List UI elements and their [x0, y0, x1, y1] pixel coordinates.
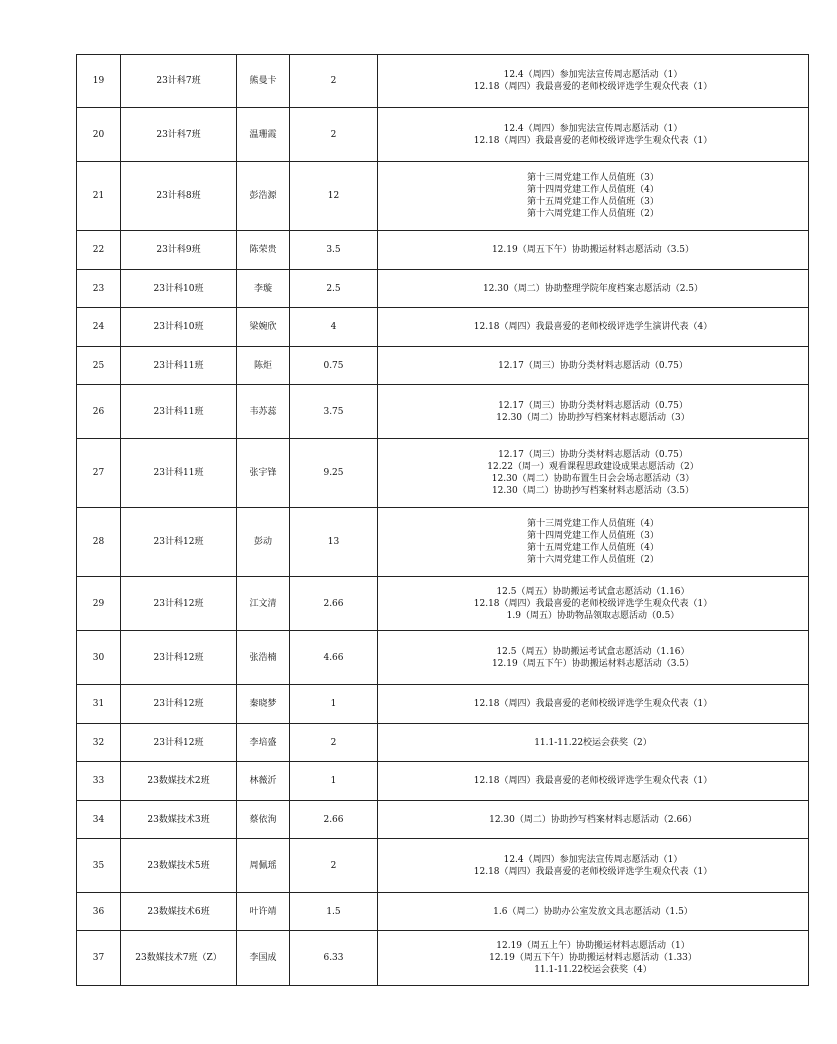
- class-cell: 23计科7班: [121, 55, 237, 108]
- activities-cell: [378, 347, 809, 385]
- class-cell: 23数媒技术6班: [121, 893, 237, 931]
- activity-line: 12.18（周四）我最喜爱的老师校级评选学生观众代表（1）: [473, 776, 713, 786]
- hours-cell: 0.75: [290, 347, 378, 385]
- activity-line: 第十三周党建工作人员值班（3）: [527, 173, 659, 183]
- hours-cell: 2: [290, 839, 378, 893]
- student-name-cell: 张宇锋: [237, 439, 290, 508]
- activities-cell: [378, 385, 809, 439]
- hours-cell: 13: [290, 508, 378, 577]
- table-row: [77, 685, 809, 724]
- student-name-cell: 熊曼卡: [237, 55, 290, 108]
- student-name-cell: 陈荣贵: [237, 231, 290, 270]
- activities-cell: [378, 439, 809, 508]
- student-name-cell: 陈炬: [237, 347, 290, 385]
- student-name-cell: 江文清: [237, 577, 290, 631]
- table-row: [77, 724, 809, 762]
- class-cell: 23计科12班: [121, 724, 237, 762]
- row-number-cell: 25: [77, 347, 121, 385]
- table-row: [77, 55, 809, 108]
- activities-cell: [378, 631, 809, 685]
- student-name-cell: 蔡依洵: [237, 801, 290, 839]
- table-body: [77, 55, 809, 986]
- activity-line: 12.17（周三）协助分类材料志愿活动（0.75）: [498, 400, 688, 411]
- class-cell: 23数媒技术5班: [121, 839, 237, 893]
- activity-line: 12.5（周五）协助搬运考试盒志愿活动（1.16）: [496, 646, 690, 657]
- row-number-cell: 26: [77, 385, 121, 439]
- row-number-cell: 31: [77, 685, 121, 724]
- class-cell: 23计科7班: [121, 108, 237, 162]
- table-row: [77, 231, 809, 270]
- activities-cell: [378, 685, 809, 724]
- activity-line: 1.6（周二）协助办公室发放文具志愿活动（1.5）: [493, 906, 693, 917]
- hours-cell: 1.5: [290, 893, 378, 931]
- student-name-cell: 李培盛: [237, 724, 290, 762]
- table-row: [77, 385, 809, 439]
- student-name-cell: 叶许靖: [237, 893, 290, 931]
- row-number-cell: 34: [77, 801, 121, 839]
- table-row: [77, 762, 809, 801]
- row-number-cell: 30: [77, 631, 121, 685]
- hours-cell: 2.66: [290, 577, 378, 631]
- activity-line: 12.18（周四）我最喜爱的老师校级评选学生观众代表（1）: [473, 598, 713, 609]
- hours-cell: 2.66: [290, 801, 378, 839]
- activity-line: 12.30（周二）协助抄写档案材料志愿活动（3.5）: [491, 486, 695, 496]
- table-row: [77, 631, 809, 685]
- activities-cell: [378, 231, 809, 270]
- activity-line: 第十四周党建工作人员值班（4）: [527, 185, 659, 195]
- activities-cell: [378, 162, 809, 231]
- class-cell: 23数媒技术7班（Z）: [121, 931, 237, 986]
- activity-line: 12.4（周四）参加宪法宣传周志愿活动（1）: [503, 854, 683, 865]
- activity-line: 第十五周党建工作人员值班（4）: [527, 543, 659, 553]
- activity-line: 12.19（周五下午）协助搬运材料志愿活动（3.5）: [491, 245, 695, 255]
- activity-line: 12.19（周五上午）协助搬运材料志愿活动（1）: [496, 941, 690, 951]
- activity-line: 12.30（周二）协助布置生日会会场志愿活动（3）: [491, 474, 695, 484]
- row-number-cell: 35: [77, 839, 121, 893]
- activity-line: 12.17（周三）协助分类材料志愿活动（0.75）: [498, 450, 688, 460]
- activity-line: 11.1-11.22校运会获奖（4）: [534, 965, 652, 975]
- student-name-cell: 李璇: [237, 270, 290, 308]
- activities-cell: [378, 724, 809, 762]
- activities-cell: [378, 308, 809, 347]
- activities-cell: [378, 508, 809, 577]
- table-row: [77, 577, 809, 631]
- hours-cell: 4: [290, 308, 378, 347]
- student-name-cell: 秦晓梦: [237, 685, 290, 724]
- student-name-cell: 彭浩源: [237, 162, 290, 231]
- class-cell: 23计科12班: [121, 685, 237, 724]
- table-row: [77, 439, 809, 508]
- activity-line: 12.4（周四）参加宪法宣传周志愿活动（1）: [503, 123, 683, 134]
- class-cell: 23计科11班: [121, 385, 237, 439]
- activity-line: 12.19（周五下午）协助搬运材料志愿活动（3.5）: [491, 658, 695, 669]
- activity-line: 12.30（周二）协助整理学院年度档案志愿活动（2.5）: [482, 283, 704, 294]
- class-cell: 23计科11班: [121, 439, 237, 508]
- hours-cell: 2: [290, 108, 378, 162]
- table-row: [77, 108, 809, 162]
- activities-cell: [378, 55, 809, 108]
- activities-cell: [378, 893, 809, 931]
- activity-line: 12.18（周四）我最喜爱的老师校级评选学生观众代表（1）: [473, 135, 713, 146]
- hours-cell: 9.25: [290, 439, 378, 508]
- student-name-cell: 梁婉欣: [237, 308, 290, 347]
- table-row: [77, 801, 809, 839]
- activity-line: 12.19（周五下午）协助搬运材料志愿活动（1.33）: [489, 953, 697, 963]
- activities-cell: [378, 270, 809, 308]
- table-row: [77, 347, 809, 385]
- activity-line: 12.30（周二）协助抄写档案材料志愿活动（2.66）: [489, 814, 697, 825]
- activities-cell: [378, 762, 809, 801]
- row-number-cell: 23: [77, 270, 121, 308]
- activities-cell: [378, 801, 809, 839]
- activity-line: 12.30（周二）协助抄写档案材料志愿活动（3）: [496, 412, 690, 423]
- activities-cell: [378, 108, 809, 162]
- volunteer-hours-table: [76, 54, 809, 986]
- hours-cell: 2: [290, 724, 378, 762]
- hours-cell: 3.75: [290, 385, 378, 439]
- activity-line: 第十五周党建工作人员值班（3）: [527, 197, 659, 207]
- row-number-cell: 33: [77, 762, 121, 801]
- student-name-cell: 温珊霞: [237, 108, 290, 162]
- table-row: [77, 308, 809, 347]
- class-cell: 23计科11班: [121, 347, 237, 385]
- table-row: [77, 893, 809, 931]
- row-number-cell: 29: [77, 577, 121, 631]
- table-row: [77, 508, 809, 577]
- activity-line: 1.9（周五）协助物品领取志愿活动（0.5）: [506, 610, 680, 621]
- activity-line: 12.4（周四）参加宪法宣传周志愿活动（1）: [503, 70, 683, 80]
- class-cell: 23计科8班: [121, 162, 237, 231]
- row-number-cell: 32: [77, 724, 121, 762]
- class-cell: 23数媒技术3班: [121, 801, 237, 839]
- student-name-cell: 周佩瑶: [237, 839, 290, 893]
- activity-line: 12.17（周三）协助分类材料志愿活动（0.75）: [498, 360, 688, 371]
- activity-line: 第十四周党建工作人员值班（3）: [527, 531, 659, 541]
- hours-cell: 1: [290, 685, 378, 724]
- activity-line: 12.18（周四）我最喜爱的老师校级评选学生观众代表（1）: [473, 866, 713, 877]
- table-row: [77, 270, 809, 308]
- table-row: [77, 931, 809, 986]
- class-cell: 23数媒技术2班: [121, 762, 237, 801]
- class-cell: 23计科12班: [121, 577, 237, 631]
- hours-cell: 2.5: [290, 270, 378, 308]
- hours-cell: 2: [290, 55, 378, 108]
- activity-line: 第十六周党建工作人员值班（2）: [527, 555, 659, 565]
- row-number-cell: 19: [77, 55, 121, 108]
- student-name-cell: 张浩楠: [237, 631, 290, 685]
- row-number-cell: 20: [77, 108, 121, 162]
- activity-line: 12.18（周四）我最喜爱的老师校级评选学生演讲代表（4）: [473, 322, 713, 332]
- activities-cell: [378, 577, 809, 631]
- student-name-cell: 林薇沂: [237, 762, 290, 801]
- student-name-cell: 李国成: [237, 931, 290, 986]
- class-cell: 23计科9班: [121, 231, 237, 270]
- student-name-cell: 彭动: [237, 508, 290, 577]
- class-cell: 23计科12班: [121, 508, 237, 577]
- row-number-cell: 22: [77, 231, 121, 270]
- row-number-cell: 24: [77, 308, 121, 347]
- activity-line: 12.18（周四）我最喜爱的老师校级评选学生观众代表（1）: [473, 82, 713, 92]
- row-number-cell: 28: [77, 508, 121, 577]
- row-number-cell: 21: [77, 162, 121, 231]
- row-number-cell: 27: [77, 439, 121, 508]
- hours-cell: 12: [290, 162, 378, 231]
- activity-line: 11.1-11.22校运会获奖（2）: [534, 737, 652, 748]
- activity-line: 12.5（周五）协助搬运考试盒志愿活动（1.16）: [496, 586, 690, 597]
- activity-line: 12.22（周一）观看课程思政建设成果志愿活动（2）: [487, 462, 699, 472]
- activities-cell: [378, 931, 809, 986]
- class-cell: 23计科10班: [121, 308, 237, 347]
- row-number-cell: 37: [77, 931, 121, 986]
- class-cell: 23计科10班: [121, 270, 237, 308]
- table-row: [77, 162, 809, 231]
- activities-cell: [378, 839, 809, 893]
- table-row: [77, 839, 809, 893]
- hours-cell: 4.66: [290, 631, 378, 685]
- activity-line: 第十六周党建工作人员值班（2）: [527, 209, 659, 219]
- class-cell: 23计科12班: [121, 631, 237, 685]
- row-number-cell: 36: [77, 893, 121, 931]
- activity-line: 12.18（周四）我最喜爱的老师校级评选学生观众代表（1）: [473, 699, 713, 709]
- hours-cell: 3.5: [290, 231, 378, 270]
- activity-line: 第十三周党建工作人员值班（4）: [527, 519, 659, 529]
- hours-cell: 6.33: [290, 931, 378, 986]
- hours-cell: 1: [290, 762, 378, 801]
- student-name-cell: 韦苏蕊: [237, 385, 290, 439]
